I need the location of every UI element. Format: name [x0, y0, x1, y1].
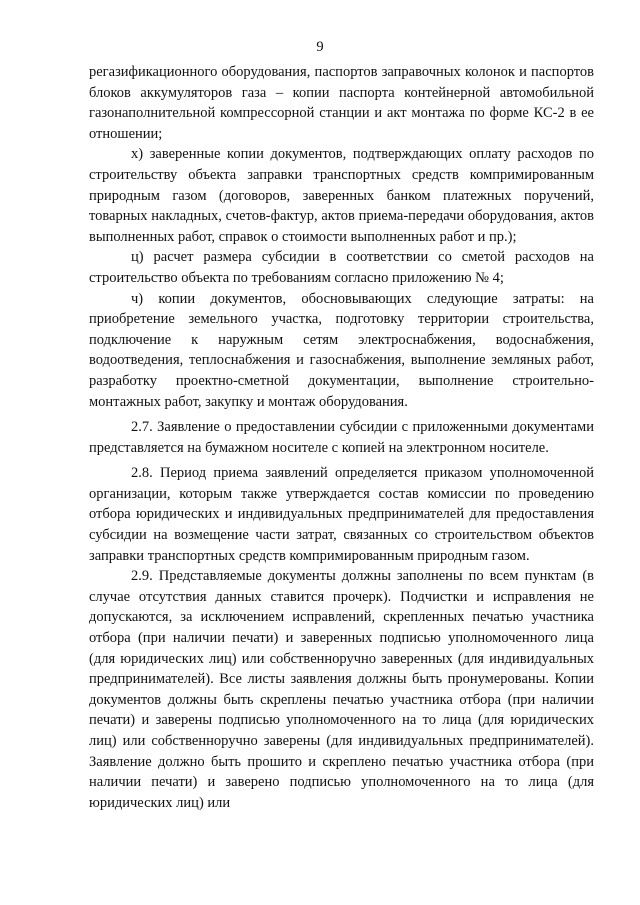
paragraph-continuation: регазификационного оборудования, паспортов заправочных колонок и паспортов блоков аккумуляторов газа – копии паспорта контейнерной автомобильной газонаполнительной компрессорной станции и акт монтажа по форме КС-2 в ее отношении; — [89, 64, 594, 142]
paragraph-2-7: 2.7. Заявление о предоставлении субсидии с приложенными документами представляется на бумажном носителе с копией на электронном носителе. — [89, 419, 594, 456]
paragraph-item-ts: ц) расчет размера субсидии в соответствии со сметой расходов на строительство объекта по требованиям согласно приложению № 4; — [89, 249, 594, 286]
document-body — [89, 62, 594, 813]
paragraph-2-8: 2.8. Период приема заявлений определяется приказом уполномоченной организации, которым также утверждается состав комиссии по проведению отбора юридических и индивидуальных предпринимателей для предоставления субсидии на возмещение части затрат, связанных со строительством объектов заправки транспортных средств компримированным природным газом. — [89, 465, 594, 564]
paragraph-item-kh: х) заверенные копии документов, подтверждающих оплату расходов по строительству объекта заправки транспортных средств компримированным природным газом (договоров, заверенных банком платежных поручений, товарных накладных, счетов-фактур, актов приема-передачи оборудования, актов выполненных работ, справок о стоимости выполненных работ и пр.); — [89, 146, 594, 245]
paragraph-2-9: 2.9. Представляемые документы должны заполнены по всем пунктам (в случае отсутствия данных ставится прочерк). Подчистки и исправления не допускаются, за исключением исправлений, скрепленных печатью участника отбора (при наличии печати) и заверенных подписью уполномоченного лица (для юридических лиц) или собственноручно заверенных (для индивидуальных предпринимателей). Все листы заявления должны быть пронумерованы. Копии документов должны быть скреплены печатью участника отбора (при наличии печати) и заверены подписью уполномоченного на то лица (для юридических лиц) или собственноручно заверены (для индивидуальных предпринимателей). Заявление должно быть прошито и скреплено печатью участника отбора (при наличии печати) и заверено подписью уполномоченного на то лица (для юридических лиц) или — [89, 568, 594, 811]
paragraph-item-ch: ч) копии документов, обосновывающих следующие затраты: на приобретение земельного участка, подготовку территории строительства, подключение к наружным сетям электроснабжения, водоснабжения, водоотведения, теплоснабжения и газоснабжения, выполнение земляных работ, разработку проектно-сметной документации, выполнение строительно-монтажных работ, закупку и монтаж оборудования. — [89, 290, 594, 410]
page-number: 9 — [316, 39, 324, 55]
